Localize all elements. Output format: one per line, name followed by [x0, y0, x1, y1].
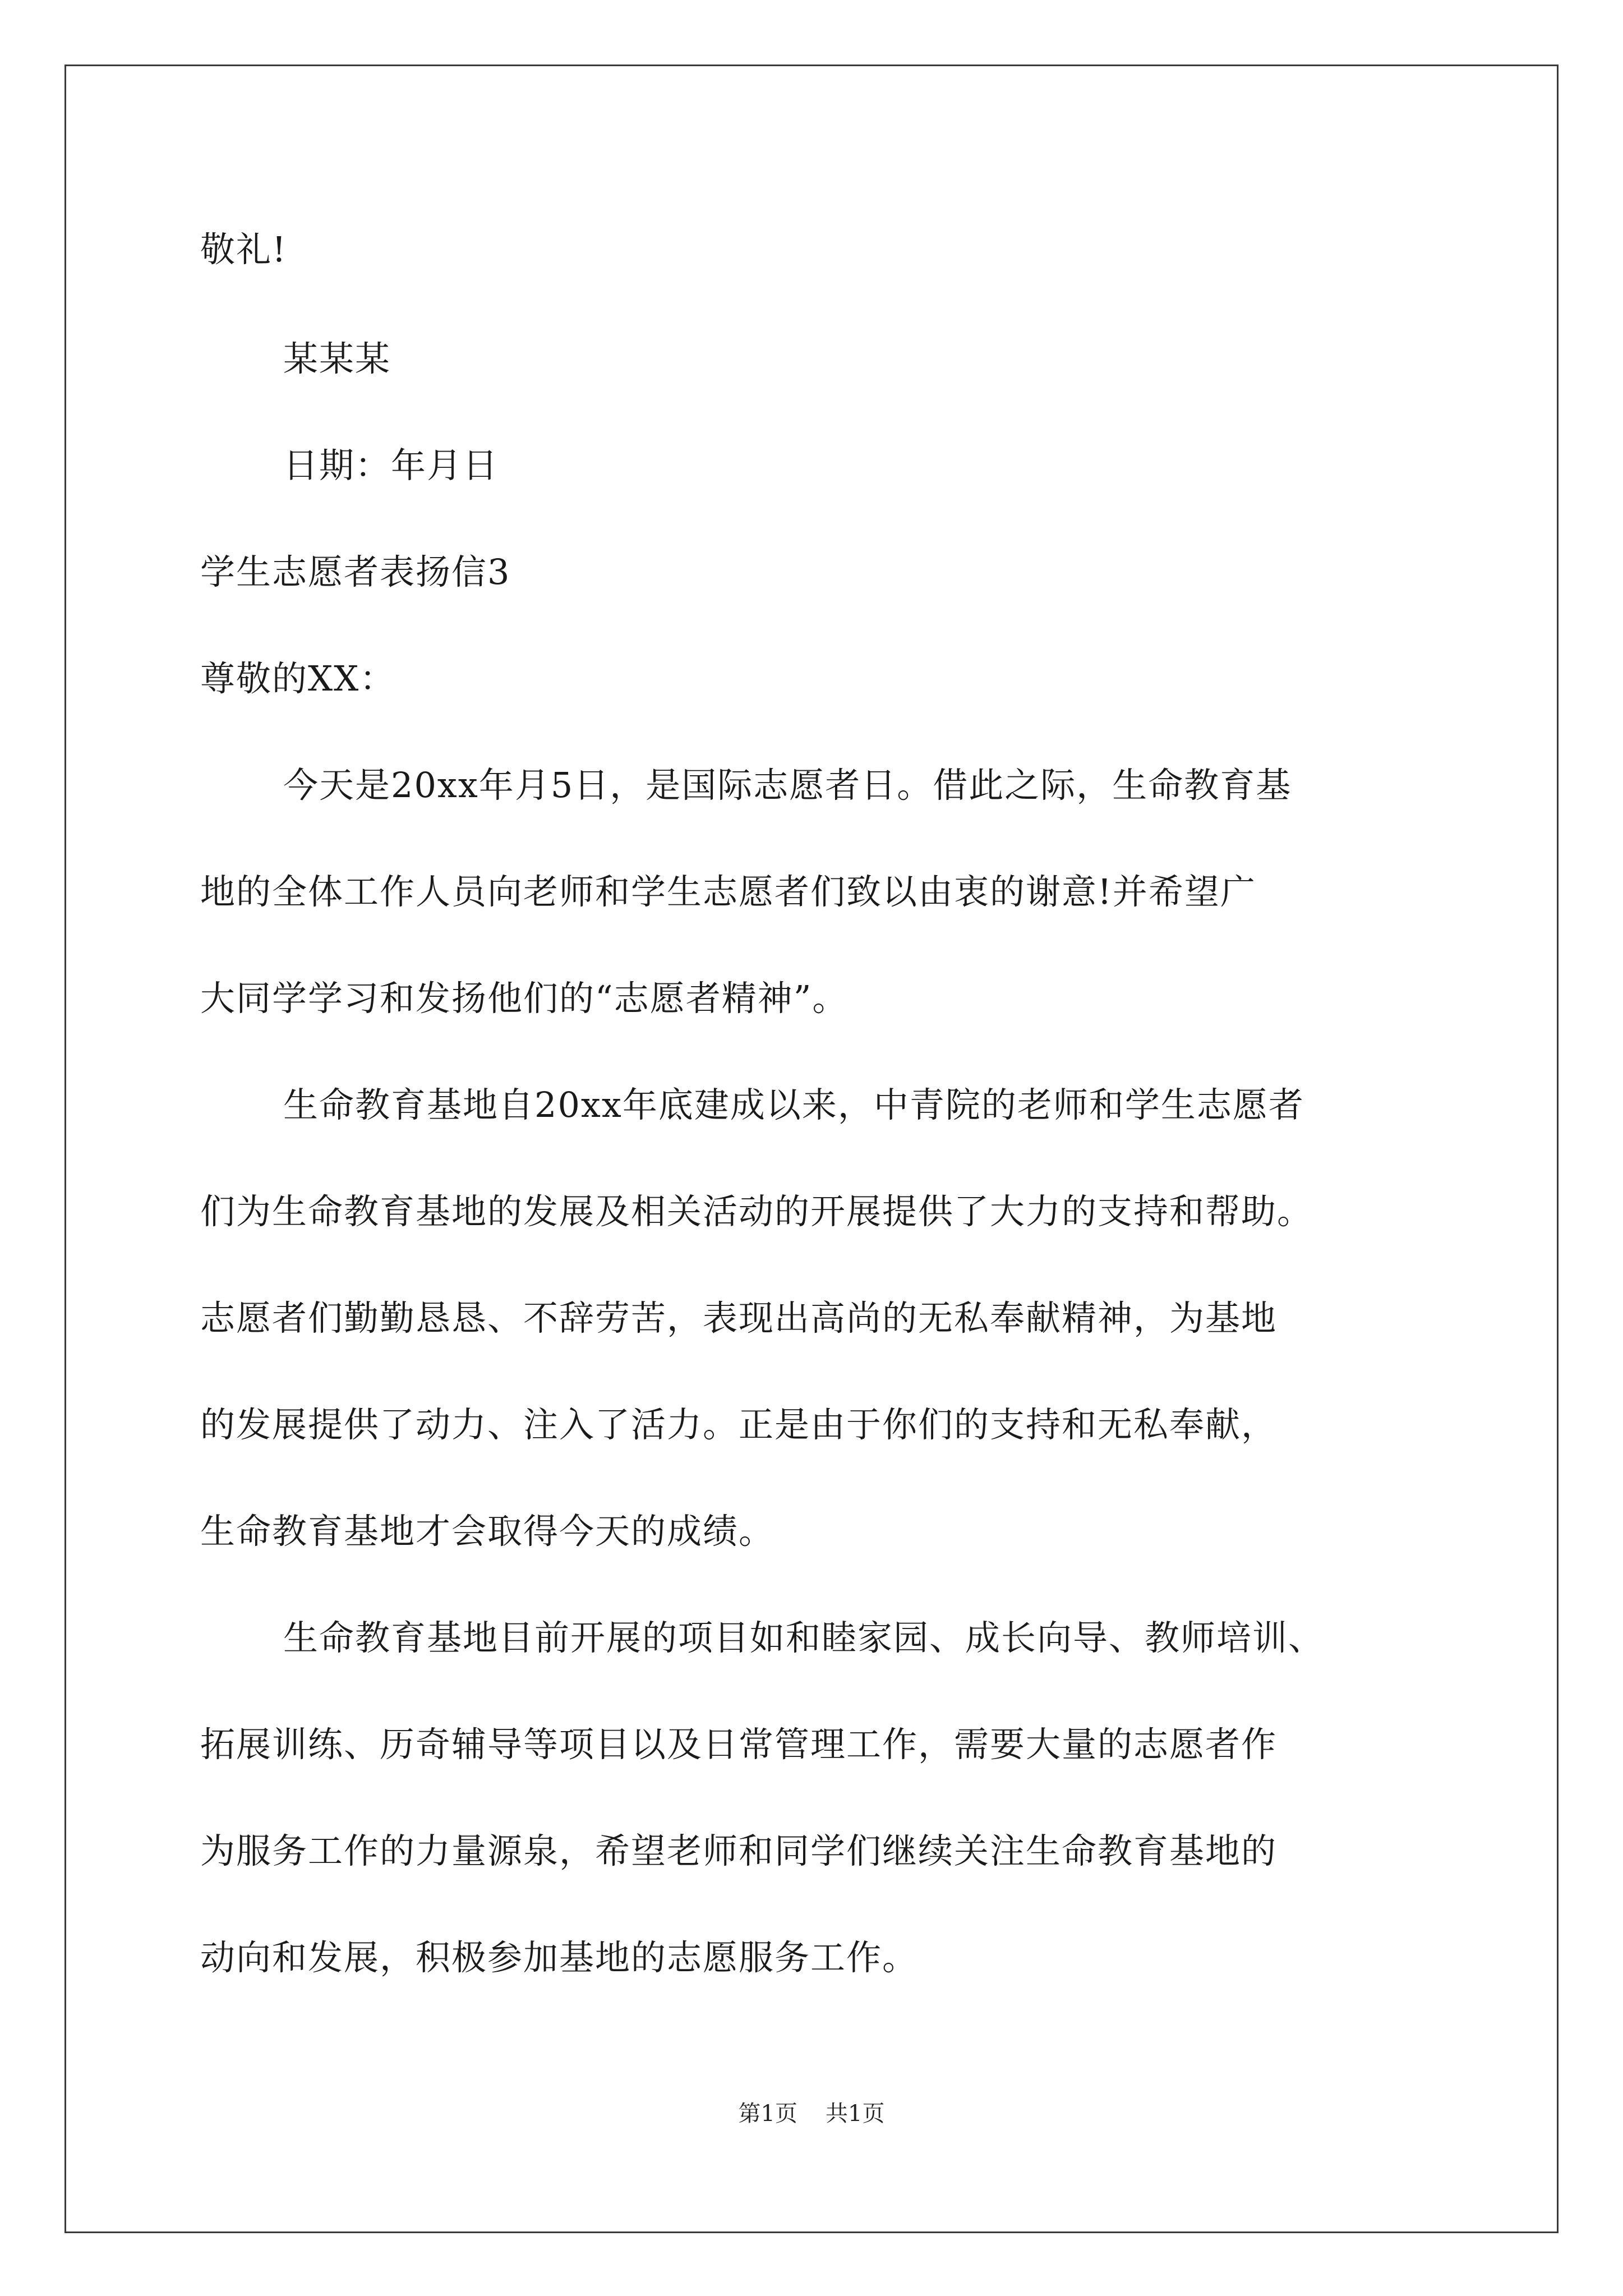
paragraph-line: 生命教育基地自20xx年底建成以来，中青院的老师和学生志愿者 [283, 1084, 1304, 1125]
paragraph-line: 为服务工作的力量源泉，希望老师和同学们继续关注生命教育基地的 [200, 1830, 1278, 1871]
signer-name: 某某某 [283, 338, 391, 379]
paragraph-line: 们为生命教育基地的发展及相关活动的开展提供了大力的支持和帮助。 [200, 1191, 1313, 1232]
paragraph-line: 大同学学习和发扬他们的“志愿者精神”。 [200, 978, 849, 1019]
paragraph-line: 生命教育基地才会取得今天的成绩。 [200, 1511, 775, 1552]
letter-title: 学生志愿者表扬信3 [200, 551, 511, 592]
letter-greeting: 尊敬的XX： [200, 658, 396, 699]
signature-date: 日期：年月日 [283, 445, 499, 486]
paragraph-line: 的发展提供了动力、注入了活力。正是由于你们的支持和无私奉献， [200, 1404, 1278, 1445]
paragraph-line: 拓展训练、历奇辅导等项目以及日常管理工作，需要大量的志愿者作 [200, 1724, 1278, 1765]
closing-salute: 敬礼! [200, 229, 287, 270]
paragraph-line: 志愿者们勤勤恳恳、不辞劳苦，表现出高尚的无私奉献精神，为基地 [200, 1297, 1278, 1338]
paragraph-line: 动向和发展，积极参加基地的志愿服务工作。 [200, 1937, 919, 1978]
page-total: 共1页 [826, 2101, 885, 2127]
paragraph-line: 生命教育基地目前开展的项目如和睦家园、成长向导、教师培训、 [283, 1617, 1325, 1658]
page-number: 第1页 [738, 2101, 797, 2127]
page-border [64, 65, 1559, 2233]
paragraph-line: 地的全体工作人员向老师和学生志愿者们致以由衷的谢意!并希望广 [200, 871, 1256, 912]
paragraph-line: 今天是20xx年月5日，是国际志愿者日。借此之际，生命教育基 [283, 765, 1292, 806]
page-footer [0, 2097, 1623, 2131]
